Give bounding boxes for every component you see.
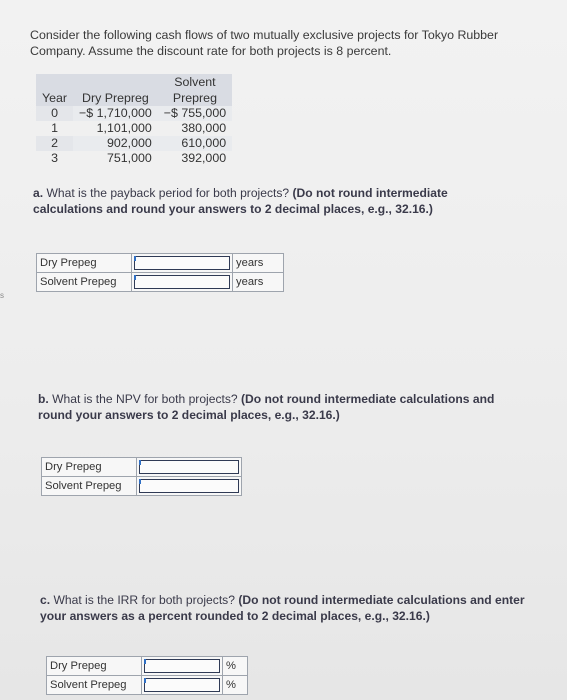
question-c-instruction: (Do not round intermediate calculations and enter your answers as a percent rounded to 2 decimal places, e.g., 32.16.) xyxy=(40,593,525,623)
solvent-cell: 610,000 xyxy=(158,136,232,151)
problem-intro: Consider the following cash flows of two mutually exclusive projects for Tokyo Rubber Company. Assume the discount rate for both projects is 8 percent. xyxy=(30,28,499,58)
question-b-label: b. xyxy=(38,392,49,406)
dry-cell: −$ 1,710,000 xyxy=(73,106,158,121)
year-cell: 3 xyxy=(36,151,73,166)
unit-label: years xyxy=(233,254,284,273)
question-b xyxy=(38,391,508,423)
answer-row xyxy=(47,676,248,695)
solvent-cell: −$ 755,000 xyxy=(158,106,232,121)
dry-cell: 1,101,000 xyxy=(73,121,158,136)
question-a-label: a. xyxy=(33,186,44,200)
dry-prepeg-label: Dry Prepeg xyxy=(42,458,137,477)
answer-row xyxy=(37,273,284,292)
npv-dry-input[interactable] xyxy=(139,460,239,474)
solvent-prepeg-label: Solvent Prepeg xyxy=(42,477,137,496)
table-row xyxy=(36,151,232,166)
dry-cell: 902,000 xyxy=(73,136,158,151)
answer-row xyxy=(42,458,242,477)
unit-label: years xyxy=(233,273,284,292)
year-cell: 0 xyxy=(36,106,73,121)
cash-flow-table xyxy=(36,74,232,166)
question-c xyxy=(40,592,530,624)
solvent-cell: 380,000 xyxy=(158,121,232,136)
answer-row xyxy=(37,254,284,273)
npv-solvent-input[interactable] xyxy=(139,479,239,493)
question-b-text: What is the NPV for both projects? xyxy=(52,392,238,406)
table-row xyxy=(36,106,232,121)
solvent-prepeg-label: Solvent Prepeg xyxy=(37,273,132,292)
cash-flow-header xyxy=(36,74,232,90)
irr-dry-input[interactable] xyxy=(144,659,220,673)
year-cell: 2 xyxy=(36,136,73,151)
percent-unit-label: % xyxy=(223,676,248,695)
solvent-prepeg-label: Solvent Prepeg xyxy=(47,676,142,695)
solvent-header-line2: Prepreg xyxy=(158,90,232,106)
question-a xyxy=(33,185,473,217)
question-c-text: What is the IRR for both projects? xyxy=(53,593,235,607)
irr-solvent-input[interactable] xyxy=(144,678,220,692)
edge-mark: s xyxy=(0,291,4,300)
question-a-text: What is the payback period for both projects? xyxy=(46,186,290,200)
solvent-header-line1: Solvent xyxy=(158,74,232,90)
payback-dry-input[interactable] xyxy=(134,256,230,270)
question-c-label: c. xyxy=(40,593,51,607)
answer-table-a xyxy=(36,253,284,292)
answer-table-c xyxy=(46,656,248,695)
dry-cell: 751,000 xyxy=(73,151,158,166)
solvent-cell: 392,000 xyxy=(158,151,232,166)
question-a-instruction: (Do not round intermediate calculations and round your answers to 2 decimal places, e.g., 32.16.) xyxy=(33,186,448,216)
table-row xyxy=(36,136,232,151)
year-header: Year xyxy=(36,74,73,106)
payback-solvent-input[interactable] xyxy=(134,275,230,289)
answer-row xyxy=(47,657,248,676)
question-b-instruction: (Do not round intermediate calculations and round your answers to 2 decimal places, e.g., 32.16.) xyxy=(38,392,495,422)
dry-prepreg-header: Dry Prepreg xyxy=(73,74,158,106)
percent-unit-label: % xyxy=(223,657,248,676)
answer-table-b xyxy=(41,457,242,496)
dry-prepeg-label: Dry Prepeg xyxy=(37,254,132,273)
table-row xyxy=(36,121,232,136)
answer-row xyxy=(42,477,242,496)
dry-prepeg-label: Dry Prepeg xyxy=(47,657,142,676)
year-cell: 1 xyxy=(36,121,73,136)
